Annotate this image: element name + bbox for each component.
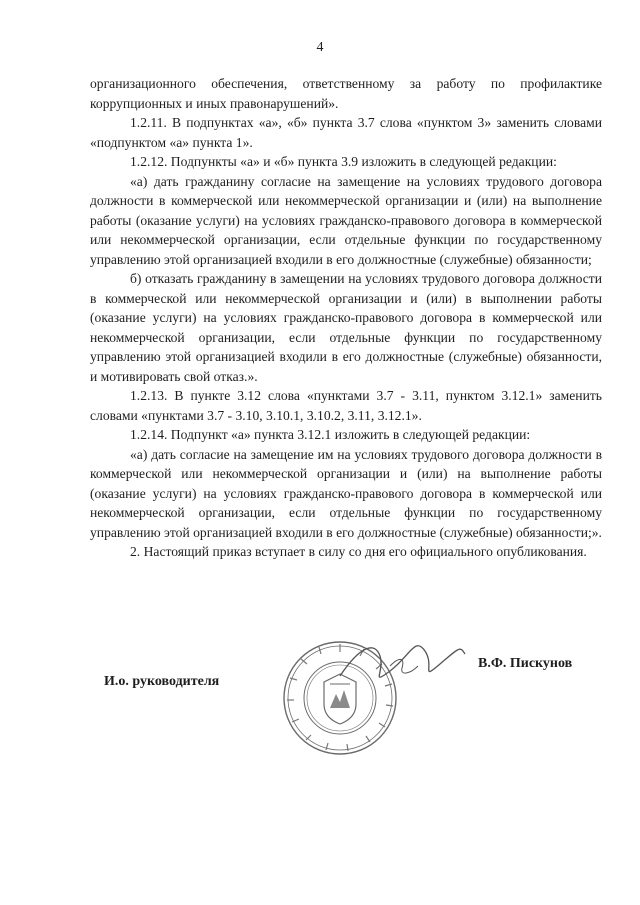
paragraph: 1.2.12. Подпункты «а» и «б» пункта 3.9 изложить в следующей редакции: (130, 154, 557, 169)
paragraph: «а) дать согласие на замещение им на условиях трудового договора должности в коммерческой или некоммерческой организации и (или) на выполнение работы (оказание услуги) на условиях гражданско-правового договора в коммерческой или некоммерческой организации, если отдельные функции по государственному управлению этой организацией входили в его должностные (служебные) обязанности;». (90, 446, 602, 540)
handwritten-signature-icon (330, 626, 470, 696)
signer-position: И.о. руководителя (104, 674, 220, 689)
signer-name: В.Ф. Пискунов (478, 656, 573, 671)
paragraph: 1.2.14. Подпункт «а» пункта 3.12.1 изложить в следующей редакции: (130, 427, 531, 442)
paragraph: 2. Настоящий приказ вступает в силу со дня его официального опубликования. (130, 544, 587, 559)
paragraph: «а) дать гражданину согласие на замещение на условиях трудового договора должности в коммерческой или некоммерческой организации и (или) на выполнение работы (оказание услуги) на условиях гражданско-правового договора в коммерческой или некоммерческой организации, если отдельные функции по государственному управлению этой организацией входили в его должностные (служебные) обязанности; (90, 173, 602, 267)
page-number: 4 (316, 40, 324, 55)
document-body (90, 74, 602, 562)
paragraph: 1.2.11. В подпунктах «а», «б» пункта 3.7 слова «пунктом 3» заменить словами «подпунктом «а» пункта 1». (90, 115, 602, 150)
paragraph: б) отказать гражданину в замещении на условиях трудового договора должности в коммерческой или некоммерческой организации и (или) в выполнении работы (оказание услуги) на условиях гражданско-правового договора в коммерческой или некоммерческой организации, если отдельные функции по государственному управлению этой организацией входили в его должностные (служебные) обязанности, и мотивировать свой отказ.». (90, 271, 602, 384)
paragraph: 1.2.13. В пункте 3.12 слова «пунктами 3.7 - 3.11, пунктом 3.12.1» заменить словами «пунктами 3.7 - 3.10, 3.10.1, 3.10.2, 3.11, 3.12.1». (90, 388, 602, 423)
official-seal-icon (280, 638, 400, 758)
paragraph: организационного обеспечения, ответственному за работу по профилактике коррупционных и иных правонарушений». (90, 76, 602, 111)
